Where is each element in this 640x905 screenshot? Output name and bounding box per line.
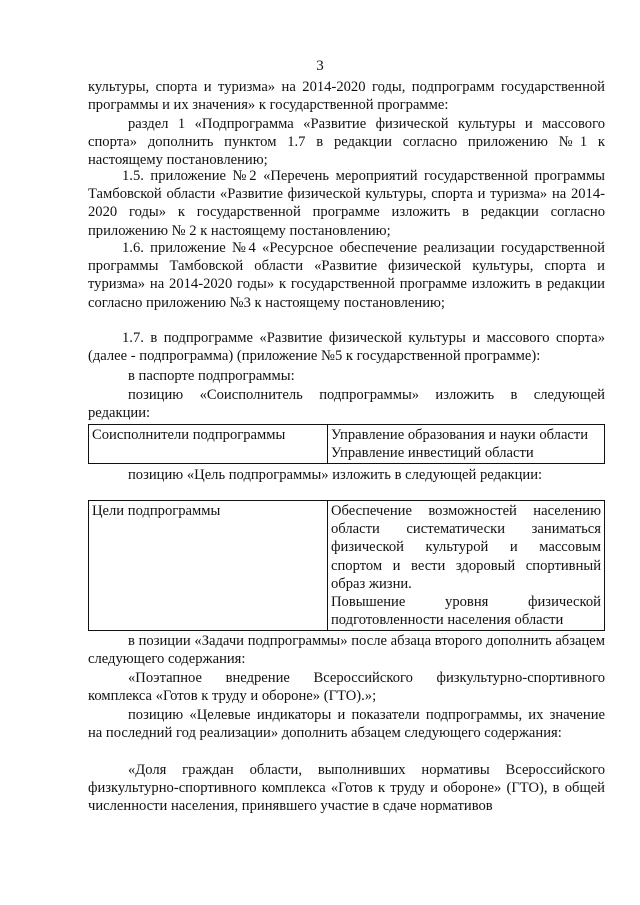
goal-values (328, 501, 605, 631)
paragraph-section-1: раздел 1 «Подпрограмма «Развитие физической культуры и массового спорта» дополнить пунктом 1.7 в редакции согласно приложению №1 к настоящему постановлению; (88, 116, 605, 169)
paragraph-tasks-position: в позиции «Задачи подпрограммы» после абзаца второго дополнить абзацем следующего содержания: (88, 633, 605, 668)
goal-label: Цели подпрограммы (89, 501, 328, 631)
page-number: 3 (316, 58, 324, 74)
paragraph-item-1-6: 1.6. приложение №4 «Ресурсное обеспечение реализации государственной программы Тамбовской области «Развитие физической культуры, спорта и туризма» на 2014-2020 годы» к государственной программе изложить в редакции согласно приложению №3 к настоящему постановлению; (88, 240, 605, 311)
coexecutors-values (328, 425, 605, 464)
goal-table (88, 500, 605, 631)
paragraph-item-1-5: 1.5. приложение №2 «Перечень мероприятий государственной программы Тамбовской области «Развитие физической культуры, спорта и туризма» на 2014-2020 годы» к государственной программе изложить в редакции согласно приложению № 2 к настоящему постановлению; (88, 168, 605, 239)
paragraph-coexecutor-position: позицию «Соисполнитель подпрограммы» изложить в следующей редакции: (88, 387, 605, 422)
paragraph-goal-position: позицию «Цель подпрограммы» изложить в следующей редакции: (128, 467, 543, 483)
paragraph-share-quote: «Доля граждан области, выполнивших нормативы Всероссийского физкультурно-спортивного комплекса «Готов к труду и обороне» (ГТО), в общей численности населения, принявшего участие в сдаче нормативов (88, 762, 605, 815)
coexecutor-2: Управление инвестиций области (331, 445, 534, 462)
coexecutors-table (88, 424, 605, 464)
goal-text-2: Повышение уровня физической подготовленности населения области (331, 594, 601, 629)
paragraph-passport: в паспорте подпрограммы: (128, 368, 295, 384)
paragraph-indicators-position: позицию «Целевые индикаторы и показатели подпрограммы, их значение на последний год реализации» дополнить абзацем следующего содержания: (88, 707, 605, 742)
coexecutors-label: Соисполнители подпрограммы (89, 425, 328, 464)
paragraph-gto-quote: «Поэтапное внедрение Всероссийского физкультурно-спортивного комплекса «Готов к труду и обороне» (ГТО).»; (88, 670, 605, 705)
paragraph-continuation: культуры, спорта и туризма» на 2014-2020 годы, подпрограмм государственной программы и их значения» к государственной программе: (88, 79, 605, 114)
coexecutor-1: Управление образования и науки области (331, 427, 589, 443)
paragraph-item-1-7: 1.7. в подпрограмме «Развитие физической культуры и массового спорта» (далее - подпрограмма) (приложение №5 к государственной программе): (88, 330, 605, 365)
goal-text-1: Обеспечение возможностей населению области систематически заниматься физической культурой и массовым спортом и вести здоровый спортивный образ жизни. (331, 503, 601, 592)
